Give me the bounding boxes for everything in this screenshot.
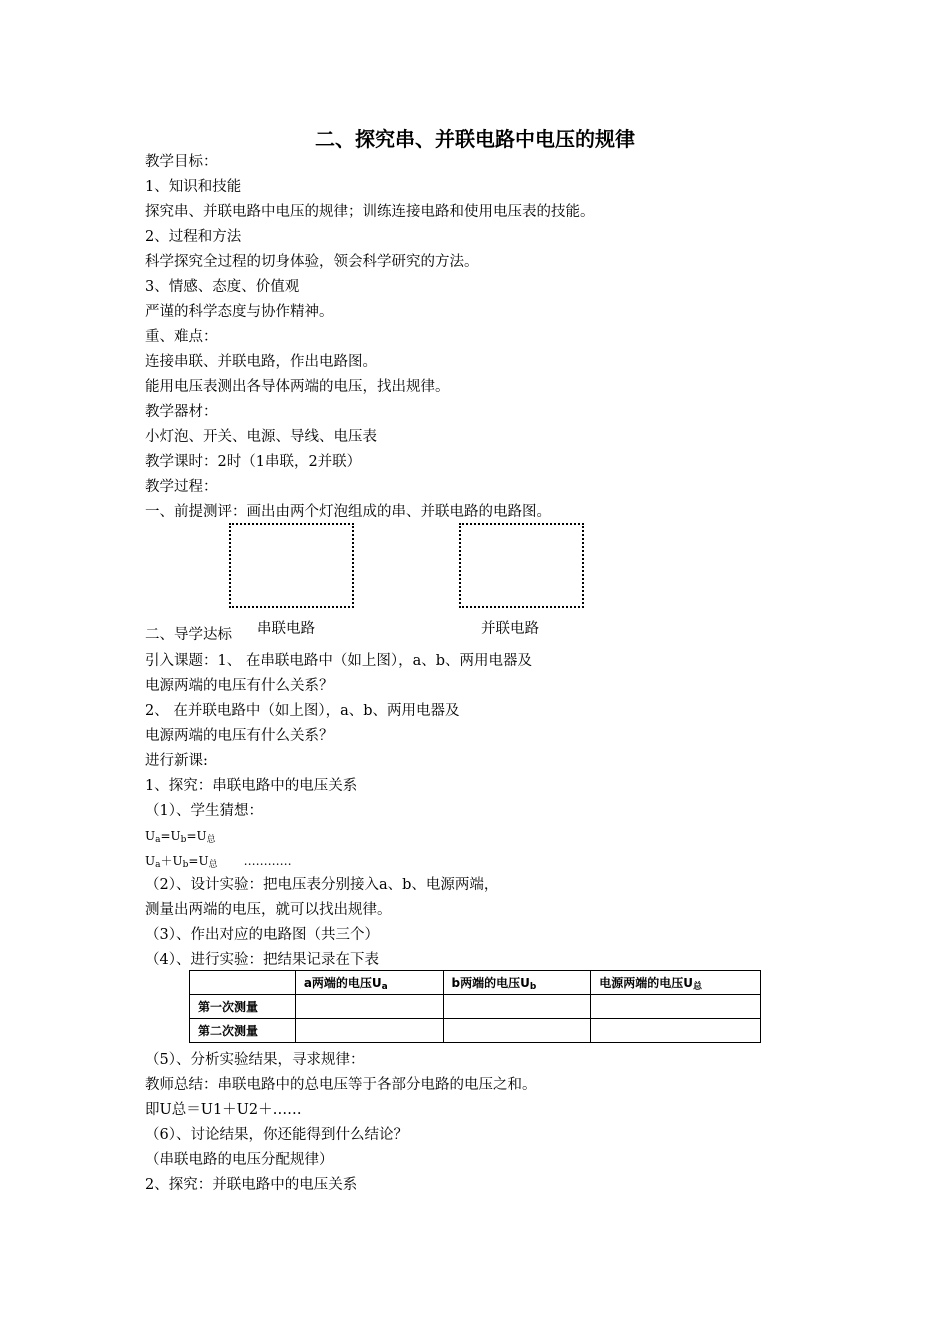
intro-question-1-cont: 电源两端的电压有什么关系？ [145, 678, 334, 694]
goal-1-text: 探究串、并联电路中电压的规律；训练连接电路和使用电压表的技能。 [145, 204, 595, 220]
key-points-heading: 重、难点： [145, 329, 218, 345]
table-cell [295, 1019, 443, 1043]
series-circuit-box [229, 523, 354, 608]
student-guess: （1）、学生猜想： [145, 803, 263, 819]
table-cell [443, 1019, 591, 1043]
new-lesson-heading: 进行新课: [145, 753, 208, 769]
goal-2-heading: 2、过程和方法 [145, 229, 242, 245]
table-header-row [190, 971, 761, 995]
intro-question-1: 引入课题：1、 在串联电路中（如上图），a、b、两用电器及 [145, 653, 533, 669]
design-experiment-cont: 测量出两端的电压，就可以找出规律。 [145, 902, 392, 918]
goal-2-text: 科学探究全过程的切身体验，领会科学研究的方法。 [145, 254, 479, 270]
design-experiment: （2）、设计实验：把电压表分别接入a、b、电源两端， [145, 877, 499, 893]
table-cell [443, 995, 591, 1019]
process-heading: 教学过程： [145, 479, 218, 495]
conduct-experiment: （4）、进行实验：把结果记录在下表 [145, 952, 379, 968]
table-header-cell [190, 971, 296, 995]
table-cell [295, 995, 443, 1019]
goal-3-text: 严谨的科学态度与协作精神。 [145, 304, 334, 320]
formula-guess-1: Ua=Ub=U总 [145, 829, 216, 845]
parallel-circuit-label: 并联电路 [481, 621, 539, 637]
table-row-label: 第一次测量 [190, 995, 296, 1019]
equipment-heading: 教学器材： [145, 404, 218, 420]
table-cell [591, 1019, 761, 1043]
summary-formula: 即U总＝U1＋U2＋…… [145, 1102, 302, 1118]
class-hours: 教学课时：2时（1串联，2并联） [145, 454, 362, 470]
series-circuit-label: 串联电路 [257, 621, 315, 637]
table-header-cell: 电源两端的电压U总 [591, 971, 761, 995]
results-table [189, 970, 761, 1043]
table-header-cell: a两端的电压Ua [295, 971, 443, 995]
key-point-2: 能用电压表测出各导体两端的电压，找出规律。 [145, 379, 450, 395]
intro-question-2: 2、 在并联电路中（如上图），a、b、两用电器及 [145, 703, 460, 719]
teacher-summary: 教师总结：串联电路中的总电压等于各部分电路的电压之和。 [145, 1077, 537, 1093]
table-row [190, 995, 761, 1019]
explore-series-heading: 1、探究：串联电路中的电压关系 [145, 778, 358, 794]
table-row-label: 第二次测量 [190, 1019, 296, 1043]
pre-test: 一、前提测评：画出由两个灯泡组成的串、并联电路的电路图。 [145, 504, 551, 520]
voltage-distribution-rule: （串联电路的电压分配规律） [145, 1152, 334, 1168]
draw-circuit: （3）、作出对应的电路图（共三个） [145, 927, 379, 943]
goal-1-heading: 1、知识和技能 [145, 179, 242, 195]
table-cell [591, 995, 761, 1019]
discuss-results: （6）、讨论结果，你还能得到什么结论？ [145, 1127, 408, 1143]
key-point-1: 连接串联、并联电路，作出电路图。 [145, 354, 377, 370]
table-header-cell: b两端的电压Ub [443, 971, 591, 995]
table-row [190, 1019, 761, 1043]
formula-guess-2: Ua＋Ub=U总 ………… [145, 854, 292, 870]
parallel-circuit-box [459, 523, 584, 608]
equipment-list: 小灯泡、开关、电源、导线、电压表 [145, 429, 377, 445]
section-2-heading: 二、导学达标 [145, 627, 232, 643]
explore-parallel-heading: 2、探究：并联电路中的电压关系 [145, 1177, 358, 1193]
intro-question-2-cont: 电源两端的电压有什么关系？ [145, 728, 334, 744]
teaching-goals-heading: 教学目标： [145, 154, 218, 170]
goal-3-heading: 3、情感、态度、价值观 [145, 279, 300, 295]
page-title: 二、探究串、并联电路中电压的规律 [315, 127, 635, 151]
analyze-results: （5）、分析实验结果，寻求规律： [145, 1052, 365, 1068]
